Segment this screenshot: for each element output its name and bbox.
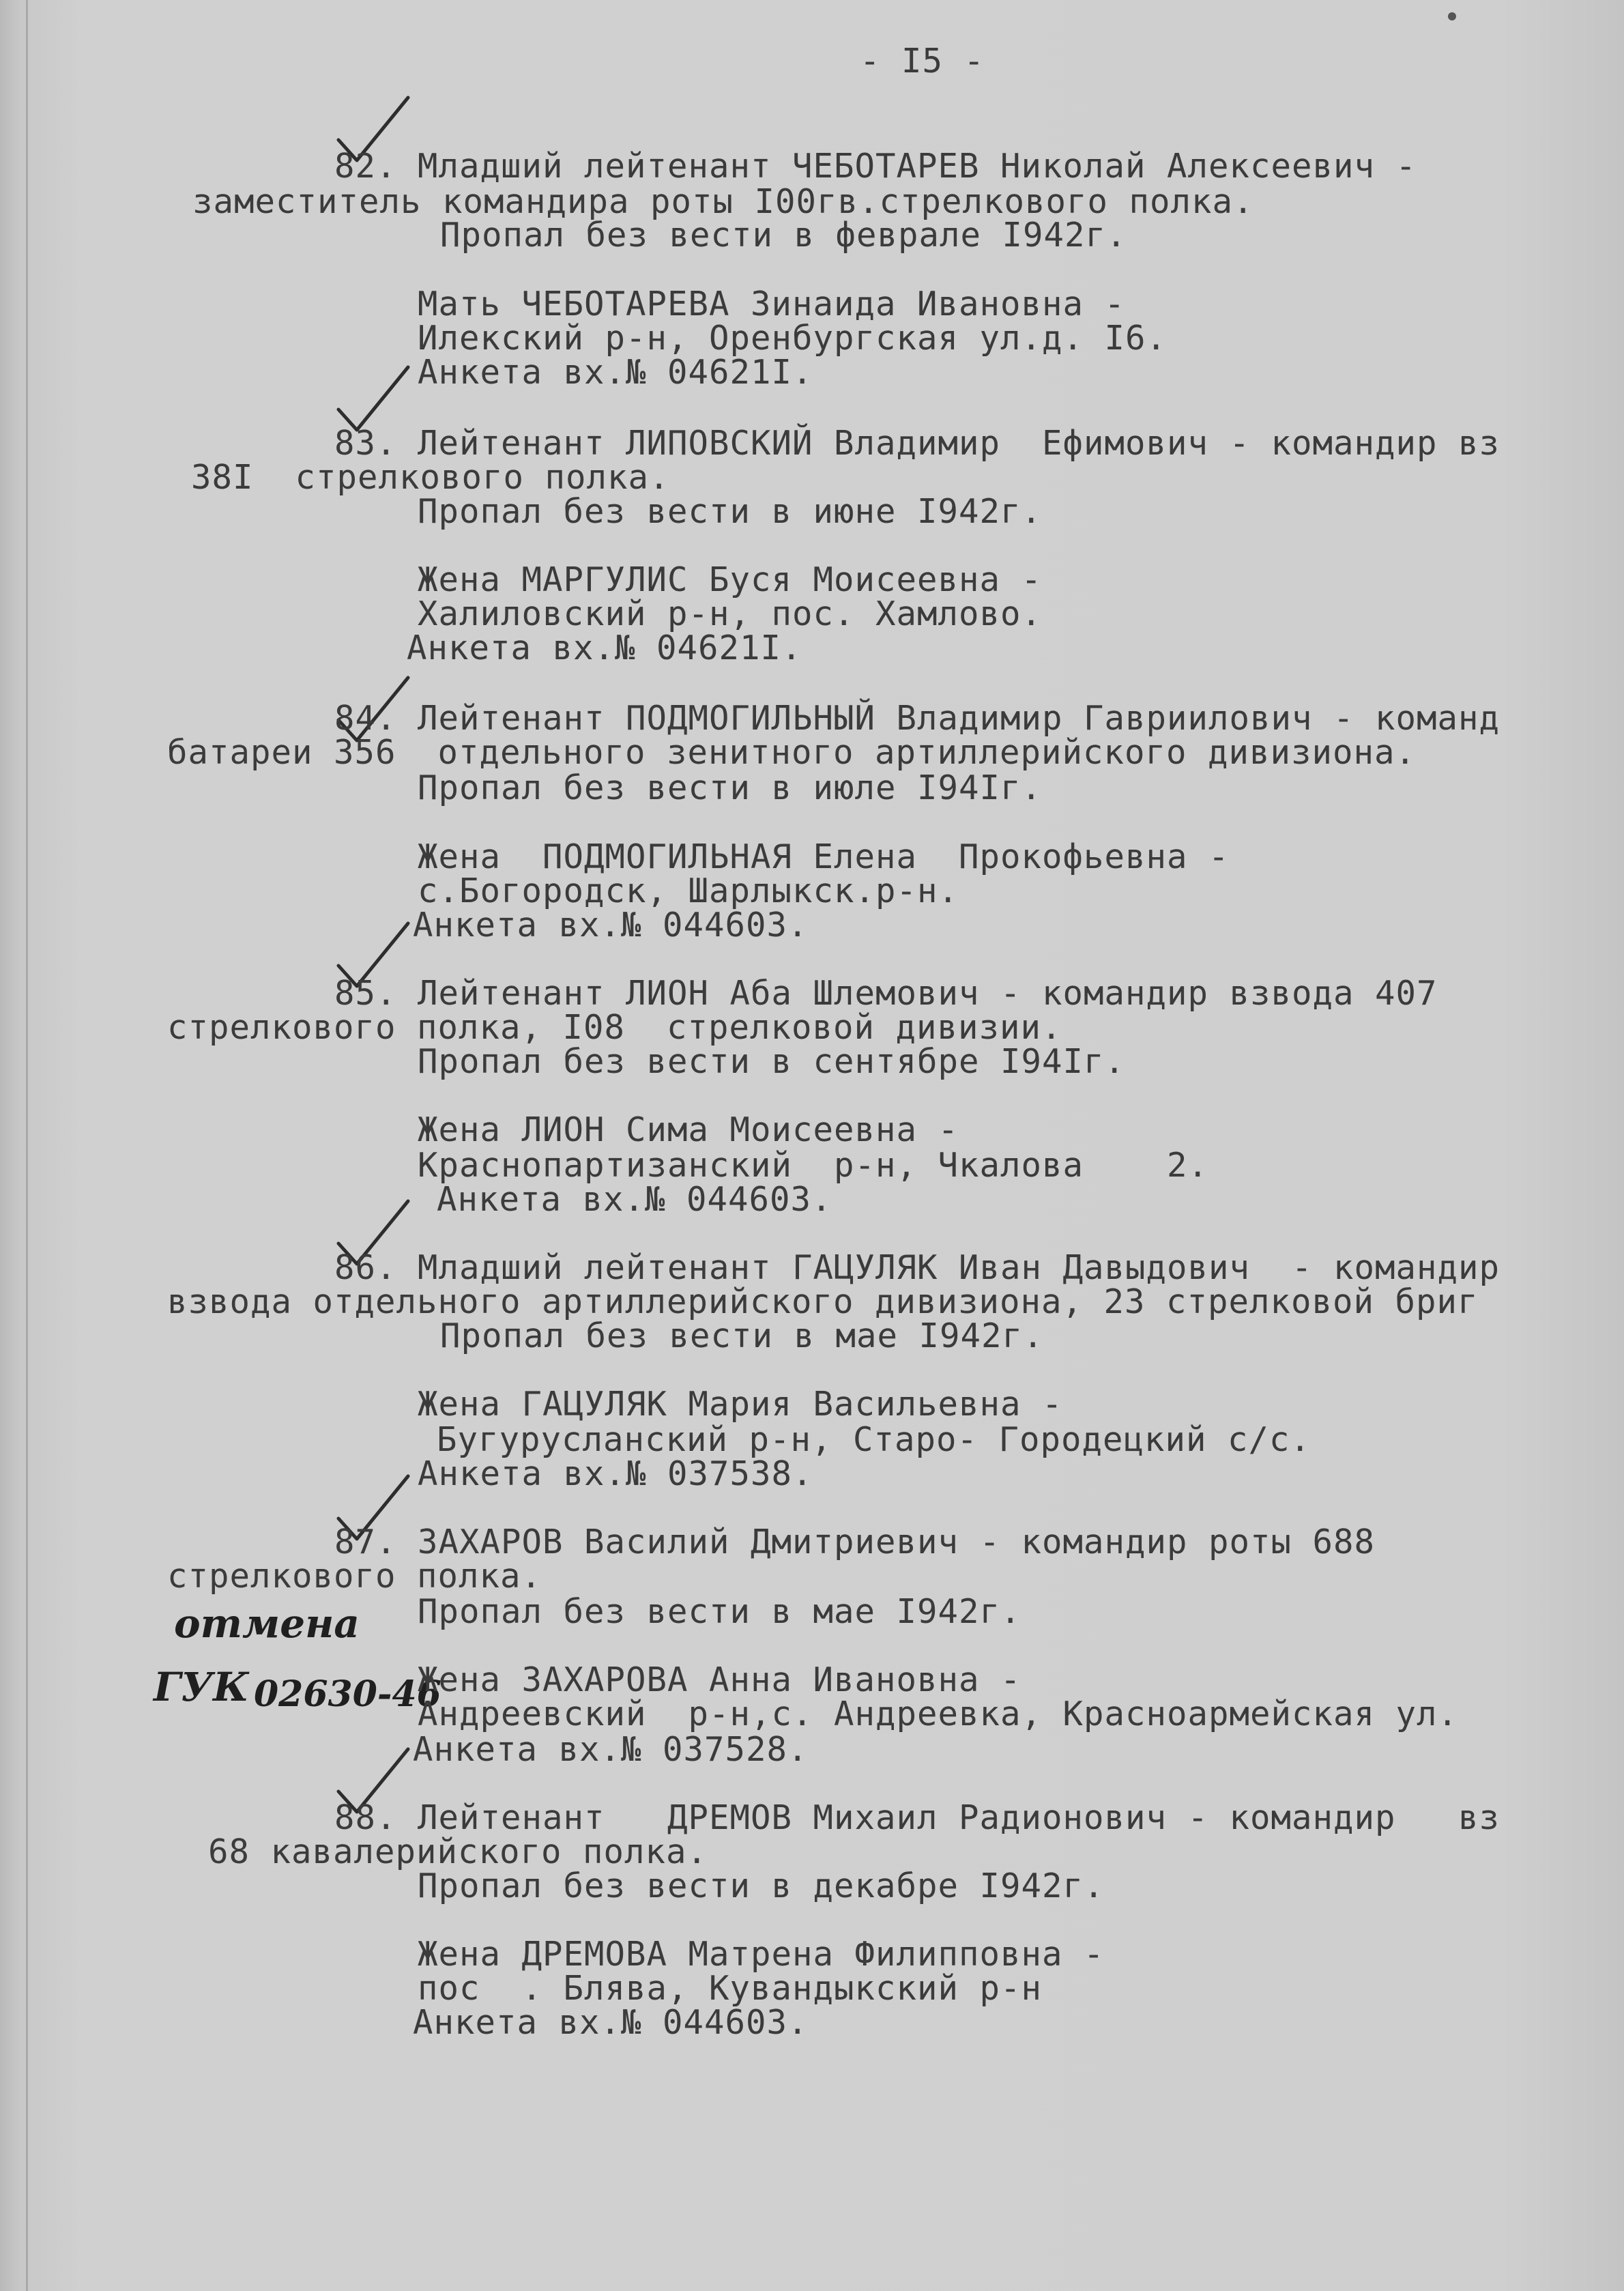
entry-84-relative-3: Анкета вх.№ 044603. xyxy=(413,906,809,945)
entry-87-line-3: Пропал без вести в мае I942г. xyxy=(418,1592,1021,1631)
entry-87-relative-1: Жена ЗАХАРОВА Анна Ивановна - xyxy=(418,1660,1021,1699)
entry-83-line-2: 38I стрелкового полка. xyxy=(191,458,670,497)
entry-87-relative-2: Андреевский р-н,с. Андреевка, Красноармейская ул. xyxy=(418,1695,1459,1733)
entry-88-line-2: 68 кавалерийского полка. xyxy=(208,1832,708,1871)
entry-86-relative-3: Анкета вх.№ 037538. xyxy=(418,1454,813,1493)
entry-88-relative-1: Жена ДРЕМОВА Матрена Филипповна - xyxy=(418,1935,1105,1974)
entry-86-relative-2: Бугурусланский р-н, Старо- Городецкий с/с. xyxy=(437,1420,1311,1459)
entry-85-relative-1: Жена ЛИОН Сима Моисеевна - xyxy=(418,1110,959,1149)
entry-88-relative-2: пос . Блява, Кувандыкский р-н xyxy=(418,1969,1043,2008)
handwritten-note-otmena: отмена xyxy=(174,1600,360,1647)
page-number: - I5 - xyxy=(860,42,985,81)
entry-83-line-3: Пропал без вести в июне I942г. xyxy=(418,492,1043,531)
entry-82-line-2: заместитель командира роты I00гв.стрелкового полка. xyxy=(192,182,1254,221)
entry-84-line-2: батареи 356 отдельного зенитного артиллерийского дивизиона. xyxy=(167,733,1417,772)
punch-hole-dot xyxy=(1448,12,1456,20)
entry-86-line-1: 86. Младший лейтенант ГАЦУЛЯК Иван Давыдович - командир xyxy=(334,1248,1500,1287)
entry-85-line-3: Пропал без вести в сентябре I94Iг. xyxy=(418,1042,1126,1081)
entry-82-relative-2: Илекский р-н, Оренбургская ул.д. I6. xyxy=(418,319,1168,358)
entry-82-relative-1: Мать ЧЕБОТАРЕВА Зинаида Ивановна - xyxy=(418,285,1126,323)
entry-85-line-2: стрелкового полка, I08 стрелковой дивизии. xyxy=(167,1008,1062,1047)
entry-87-line-2: стрелкового полка. xyxy=(167,1557,542,1596)
entry-82-line-1: 82. Младший лейтенант ЧЕБОТАРЕВ Николай Алексеевич - xyxy=(334,147,1417,186)
entry-88-line-1: 88. Лейтенант ДРЕМОВ Михаил Радионович - командир вз xyxy=(334,1798,1500,1837)
entry-88-line-3: Пропал без вести в декабре I942г. xyxy=(418,1867,1105,1905)
entry-84-relative-2: с.Богородск, Шарлыкск.р-н. xyxy=(418,871,959,910)
entry-86-relative-1: Жена ГАЦУЛЯК Мария Васильевна - xyxy=(418,1385,1063,1424)
entry-85-relative-2: Краснопартизанский р-н, Чкалова 2. xyxy=(418,1146,1209,1185)
entry-85-relative-3: Анкета вх.№ 044603. xyxy=(437,1180,832,1219)
entry-82-line-3: Пропал без вести в феврале I942г. xyxy=(440,216,1127,255)
entry-84-line-1: 84. Лейтенант ПОДМОГИЛЬНЫЙ Владимир Гавриилович - команд xyxy=(334,699,1500,738)
handwritten-note-number: 02630-46 xyxy=(254,1673,441,1715)
entry-84-line-3: Пропал без вести в июле I94Iг. xyxy=(418,768,1043,807)
entry-83-relative-3: Анкета вх.№ 04621I. xyxy=(407,629,802,667)
entry-85-line-1: 85. Лейтенант ЛИОН Аба Шлемович - командир взвода 407 xyxy=(334,974,1438,1013)
entry-83-line-1: 83. Лейтенант ЛИПОВСКИЙ Владимир Ефимович - командир вз xyxy=(334,424,1500,463)
entry-84-relative-1: Жена ПОДМОГИЛЬНАЯ Елена Прокофьевна - xyxy=(418,837,1230,876)
entry-86-line-2: взвода отдельного артиллерийского дивизиона, 23 стрелковой бриг xyxy=(167,1282,1479,1321)
entry-87-relative-3: Анкета вх.№ 037528. xyxy=(413,1730,809,1769)
handwritten-note-guk: ГУК xyxy=(154,1664,249,1710)
entry-83-relative-1: Жена МАРГУЛИС Буся Моисеевна - xyxy=(418,560,1043,599)
entry-88-relative-3: Анкета вх.№ 044603. xyxy=(413,2003,809,2042)
page-fold-edge xyxy=(26,0,28,2291)
entry-82-relative-3: Анкета вх.№ 04621I. xyxy=(418,353,813,392)
entry-87-line-1: 87. ЗАХАРОВ Василий Дмитриевич - командир роты 688 xyxy=(334,1523,1376,1561)
entry-86-line-3: Пропал без вести в мае I942г. xyxy=(440,1316,1044,1355)
entry-83-relative-2: Халиловский р-н, пос. Хамлово. xyxy=(418,594,1043,633)
